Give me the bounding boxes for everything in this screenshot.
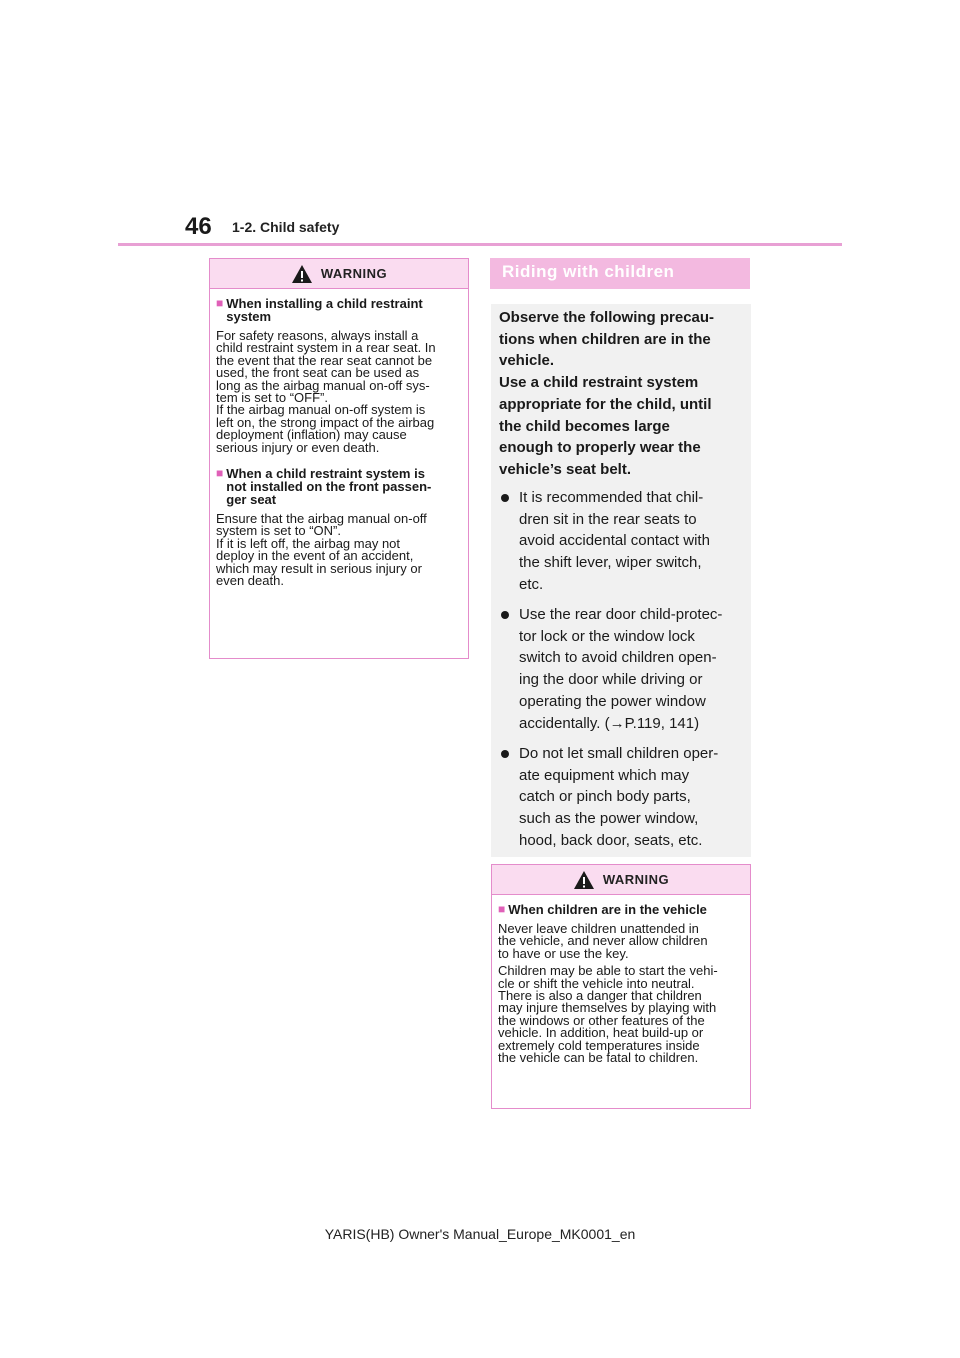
list-item-text: Use the rear door child-protec- tor lock or the window lock switch to avoid children open- ing the door while driving or operating the power window accidentally. (→P.119, 141) <box>519 606 723 732</box>
bullet-dot-icon <box>501 750 509 758</box>
warning-paragraph: Children may be able to start the vehi- cle or shift the vehicle into neutral. There is also a danger that children may injure themselves by playing with the windows or other features of the vehicle. In addition, heat build-up or extremely cold temperatures inside the vehicle can be fatal to children. <box>498 963 718 1066</box>
warning-item-title: ■ When children are in the vehicle <box>498 902 707 917</box>
pink-square-icon: ■ <box>216 296 224 310</box>
header-rule <box>118 243 842 246</box>
section-heading-text: Riding with children <box>502 262 675 281</box>
warning-item <box>216 467 462 587</box>
list-item <box>501 487 746 596</box>
pink-square-icon: ■ <box>216 466 224 481</box>
warning-item-title: ■ When a child restraint system is not installed on the front passen- ger seat <box>216 466 432 508</box>
warning-item <box>216 297 462 454</box>
page-number: 46 <box>185 213 212 240</box>
pink-square-icon: ■ <box>498 902 506 916</box>
footer-text: YARIS(HB) Owner's Manual_Europe_MK0001_en <box>324 1226 636 1242</box>
bullet-dot-icon <box>501 494 509 502</box>
section-heading <box>490 258 750 289</box>
warning-triangle-icon <box>291 264 313 284</box>
warning-paragraph: Ensure that the airbag manual on-off system is set to “ON”. If it is left off, the airbag may not deploy in the event of an accident, which may result in serious injury or even death. <box>216 511 427 589</box>
warning-paragraph: Never leave children unattended in the vehicle, and never allow children to have or use the key. <box>498 921 708 961</box>
list-item <box>501 604 746 734</box>
riding-panel <box>491 304 751 857</box>
warning-header <box>492 865 750 895</box>
warning-box-right <box>491 864 751 1109</box>
warning-label: WARNING <box>602 872 670 887</box>
warning-label: WARNING <box>320 266 388 281</box>
list-item-text: It is recommended that chil- dren sit in the rear seats to avoid accidental contact with the shift lever, wiper switch, etc. <box>519 489 710 593</box>
list-item <box>501 743 746 852</box>
warning-triangle-icon <box>573 870 595 890</box>
intro-text: Observe the following precau- tions when children are in the vehicle. Use a child restraint system appropriate for the child, until the child becomes large enough to properly wear the vehicle’s seat belt. <box>499 309 715 478</box>
warning-item <box>498 903 744 1064</box>
warning-box-left <box>209 258 469 659</box>
section-title: 1-2. Child safety <box>232 219 340 235</box>
warning-header <box>210 259 468 289</box>
warning-item-title: ■ When installing a child restraint system <box>216 296 423 324</box>
warning-paragraph: For safety reasons, always install a child restraint system in a rear seat. In the event that the rear seat cannot be used, the front seat can be used as long as the airbag manual on-off sys- tem is set to “OFF”. If the airbag manual on-off system is left on, the strong impact of the airbag deployment (inflation) may cause serious injury or even death. <box>216 328 436 455</box>
list-item-text: Do not let small children oper- ate equipment which may catch or pinch body parts, such as the power window, hood, back door, seats, etc. <box>519 745 719 849</box>
warning-body <box>210 289 468 596</box>
bullet-dot-icon <box>501 611 509 619</box>
warning-body <box>492 895 750 1072</box>
